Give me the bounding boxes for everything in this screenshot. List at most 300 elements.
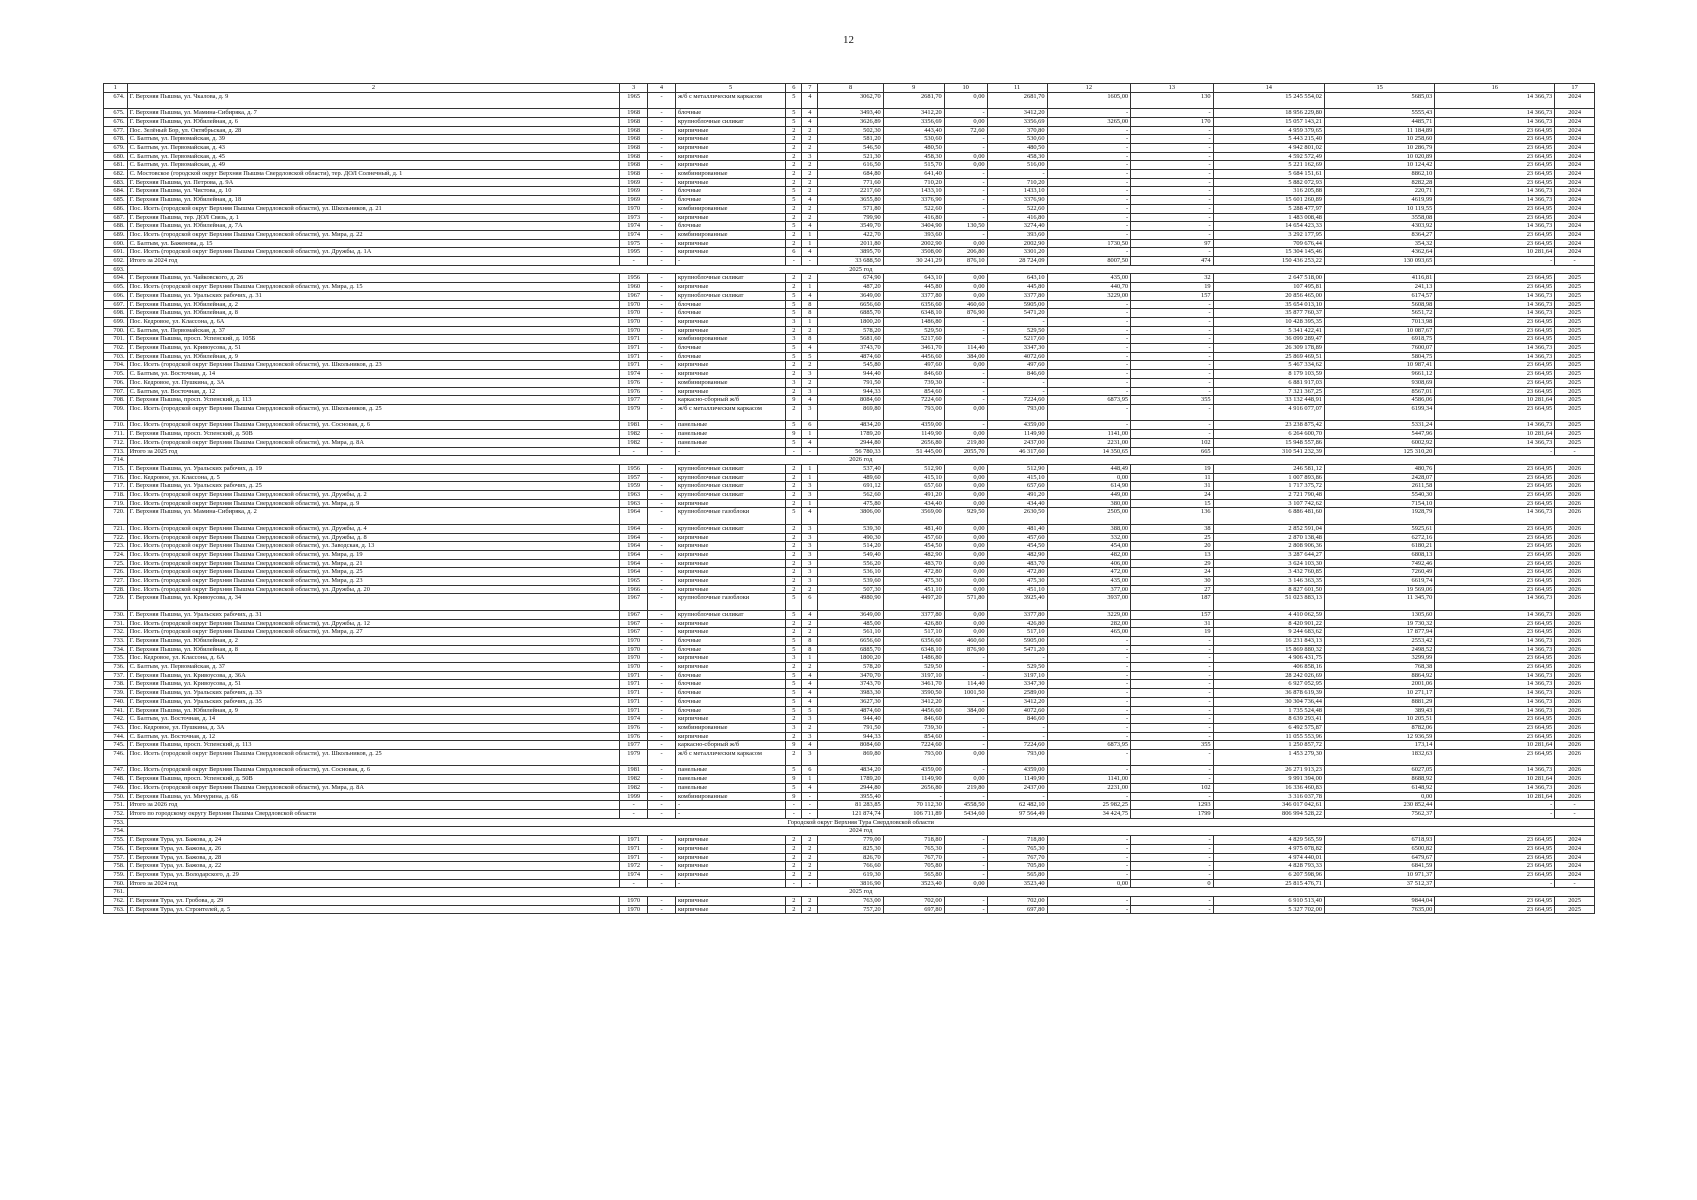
table-cell: 2589,00 (987, 689, 1047, 698)
table-cell: 684,80 (818, 170, 883, 179)
row-number: 745. (104, 741, 128, 750)
table-row (104, 663, 1595, 672)
row-number: 694. (104, 274, 128, 283)
table-cell: - (1131, 370, 1213, 379)
table-cell: 2024 (1555, 222, 1595, 231)
table-cell: 705,80 (883, 862, 944, 871)
table-row (104, 715, 1595, 724)
table-cell: 2 (786, 464, 802, 473)
table-cell: 1971 (620, 344, 648, 353)
table-cell: 1974 (620, 715, 648, 724)
table-cell: 2025 (1555, 396, 1595, 405)
row-number: 710. (104, 421, 128, 430)
table-cell: 1968 (620, 109, 648, 118)
table-cell: 3 (802, 405, 818, 421)
table-row (104, 464, 1595, 473)
table-cell: каркасно-сборный ж/б (675, 396, 785, 405)
table-cell: 6 886 481,60 (1213, 508, 1324, 524)
table-cell: 2 (786, 732, 802, 741)
table-cell: - (944, 230, 987, 239)
row-number: 722. (104, 533, 128, 542)
table-row (104, 126, 1595, 135)
table-cell: 480,76 (1324, 464, 1434, 473)
table-row (104, 862, 1595, 871)
table-cell: 1971 (620, 689, 648, 698)
table-cell: 562,60 (818, 491, 883, 500)
table-cell: - (1047, 663, 1131, 672)
table-cell: 6348,10 (883, 309, 944, 318)
table-cell: Г. Верхняя Пышма, просп. Успенский, д. 105Б (127, 335, 620, 344)
section-title: Городской округ Верхняя Тура Свердловской области (127, 818, 1594, 827)
table-cell: 2002,90 (883, 239, 944, 248)
table-cell: 5 (786, 645, 802, 654)
table-cell: 4 (802, 508, 818, 524)
table-cell: 536,10 (818, 568, 883, 577)
table-cell: 2 (786, 870, 802, 879)
table-cell: 517,10 (883, 628, 944, 637)
table-cell: Г. Верхняя Пышма, просп. Успенский, д. 50В (127, 775, 620, 784)
table-cell: - (944, 844, 987, 853)
table-cell: - (648, 836, 676, 845)
table-cell: - (944, 870, 987, 879)
table-cell: 5 (786, 610, 802, 619)
row-number: 730. (104, 610, 128, 619)
table-cell: 14 366,73 (1435, 421, 1555, 430)
table-cell: - (1131, 387, 1213, 396)
table-cell: 5 341 422,41 (1213, 326, 1324, 335)
table-cell: 10 987,41 (1324, 361, 1434, 370)
table-cell: 1141,00 (1047, 775, 1131, 784)
table-cell: 23 664,95 (1435, 283, 1555, 292)
table-cell: - (648, 508, 676, 524)
table-cell: 3 432 760,85 (1213, 568, 1324, 577)
table-cell: 9661,12 (1324, 370, 1434, 379)
table-cell: комбинированные (675, 792, 785, 801)
table-cell: 1789,20 (818, 775, 883, 784)
table-cell: Пос. Кедровое, ул. Классона, д. 6А (127, 317, 620, 326)
table-cell: 4 (802, 109, 818, 118)
table-cell: 10 124,42 (1324, 161, 1434, 170)
table-cell: 23 664,95 (1435, 491, 1555, 500)
table-row (104, 161, 1595, 170)
table-cell: Г. Верхняя Пышма, ул. Юбилейная, д. 2 (127, 300, 620, 309)
table-cell: 14 366,73 (1435, 309, 1555, 318)
table-cell: 1977 (620, 741, 648, 750)
table-cell: 2 (802, 628, 818, 637)
table-row (104, 370, 1595, 379)
table-cell: 282,00 (1047, 619, 1131, 628)
column-number: 15 (1324, 84, 1434, 93)
table-cell: 2437,00 (987, 438, 1047, 447)
section-row (104, 265, 1595, 274)
table-row (104, 335, 1595, 344)
table-cell: 1974 (620, 870, 648, 879)
table-cell: 465,00 (1047, 628, 1131, 637)
table-cell: 7224,60 (883, 396, 944, 405)
table-cell: Пос. Кедровое, ул. Пушкина, д. 3А (127, 378, 620, 387)
table-cell: 4 410 062,59 (1213, 610, 1324, 619)
table-cell: 1968 (620, 135, 648, 144)
table-cell: 46 317,60 (987, 447, 1047, 456)
table-cell: Пос. Исеть (городской округ Верхняя Пышма Свердловской области), ул. Мира, д. 9 (127, 499, 620, 508)
table-cell: 5 327 702,00 (1213, 905, 1324, 914)
row-number: 680. (104, 152, 128, 161)
section-row (104, 456, 1595, 465)
table-cell: 3955,40 (818, 792, 883, 801)
table-cell: 0,00 (944, 482, 987, 491)
table-cell: 6002,92 (1324, 438, 1434, 447)
table-cell: 457,60 (883, 533, 944, 542)
table-cell: - (1047, 143, 1131, 152)
table-cell: 23 664,95 (1435, 482, 1555, 491)
table-cell: Г. Верхняя Тура, ул. Бажова, д. 26 (127, 844, 620, 853)
table-cell: 3197,10 (883, 671, 944, 680)
table-cell: 5 (786, 671, 802, 680)
table-cell: - (648, 326, 676, 335)
table-cell: 6656,60 (818, 636, 883, 645)
table-cell: 7600,07 (1324, 344, 1434, 353)
row-number: 697. (104, 300, 128, 309)
table-cell: 34 424,75 (1047, 809, 1131, 818)
table-cell: 10 281,64 (1435, 775, 1555, 784)
table-cell: 1971 (620, 853, 648, 862)
table-cell: 10 281,64 (1435, 396, 1555, 405)
table-cell: 1964 (620, 533, 648, 542)
table-cell: - (1435, 801, 1555, 810)
table-cell: 5 (786, 92, 802, 108)
table-cell: 4874,60 (818, 706, 883, 715)
table-cell: 6199,34 (1324, 405, 1434, 421)
table-row (104, 178, 1595, 187)
table-cell: 2 (786, 499, 802, 508)
table-cell: 2 (786, 559, 802, 568)
table-cell: - (1435, 447, 1555, 456)
table-cell: - (1131, 152, 1213, 161)
table-cell: 1964 (620, 508, 648, 524)
table-cell: С. Балтым, ул. Восточная, д. 14 (127, 715, 620, 724)
table-cell: - (944, 196, 987, 205)
table-cell: панельные (675, 430, 785, 439)
table-cell: С. Мостовское (городской округ Верхняя Пышма Свердловской области), тер. ДОЛ Солнечный, д. 1 (127, 170, 620, 179)
table-cell: 5 (786, 421, 802, 430)
table-cell: - (648, 213, 676, 222)
table-cell: 1969 (620, 187, 648, 196)
table-cell: 3412,20 (883, 109, 944, 118)
table-row (104, 109, 1595, 118)
table-cell: - (944, 170, 987, 179)
table-cell: 4 (802, 92, 818, 108)
table-cell: 23 664,95 (1435, 161, 1555, 170)
table-cell: 3523,40 (883, 879, 944, 888)
table-cell: 1433,10 (883, 187, 944, 196)
table-cell: 3356,69 (883, 117, 944, 126)
table-cell: 2 (802, 862, 818, 871)
table-cell: 6885,70 (818, 645, 883, 654)
row-number: 725. (104, 559, 128, 568)
table-cell: 23 664,95 (1435, 152, 1555, 161)
table-cell: - (648, 370, 676, 379)
table-cell: 26 271 913,23 (1213, 766, 1324, 775)
table-cell: 23 664,95 (1435, 568, 1555, 577)
table-cell: 1964 (620, 568, 648, 577)
table-cell: 10 428 395,35 (1213, 317, 1324, 326)
table-cell: Г. Верхняя Пышма, ул. Уральских рабочих, д. 25 (127, 482, 620, 491)
table-cell: 1 250 857,72 (1213, 741, 1324, 750)
table-cell: 944,40 (818, 370, 883, 379)
table-cell: 529,50 (883, 663, 944, 672)
table-cell: 6 264 600,70 (1213, 430, 1324, 439)
table-cell: 2025 (1555, 291, 1595, 300)
table-cell: 23 664,95 (1435, 550, 1555, 559)
table-cell: 2024 (1555, 152, 1595, 161)
table-cell: - (944, 905, 987, 914)
table-cell: 2656,80 (883, 783, 944, 792)
table-cell: 1305,60 (1324, 610, 1434, 619)
table-cell: кирпичные (675, 628, 785, 637)
table-cell: 2 (786, 239, 802, 248)
table-cell: 2026 (1555, 577, 1595, 586)
table-cell: 2 (786, 178, 802, 187)
table-cell: 0,00 (944, 491, 987, 500)
table-cell: - (648, 396, 676, 405)
table-cell: 0,00 (944, 524, 987, 533)
row-number: 763. (104, 905, 128, 914)
table-cell: Пос. Исеть (городской округ Верхняя Пышма Свердловской области), ул. Сосновая, д. 6 (127, 766, 620, 775)
table-cell: 2026 (1555, 723, 1595, 732)
table-cell: 2025 (1555, 352, 1595, 361)
table-cell: - (648, 671, 676, 680)
row-number: 752. (104, 809, 128, 818)
table-row (104, 204, 1595, 213)
table-cell: 480,50 (883, 143, 944, 152)
table-cell: 2 (802, 844, 818, 853)
table-cell: 1963 (620, 491, 648, 500)
table-cell: кирпичные (675, 178, 785, 187)
table-row (104, 654, 1595, 663)
table-cell: 876,90 (944, 309, 987, 318)
table-cell: 5540,30 (1324, 491, 1434, 500)
table-cell: 793,00 (883, 750, 944, 766)
table-cell: 1001,50 (944, 689, 987, 698)
table-cell: 4 (802, 741, 818, 750)
table-cell: 6 492 575,87 (1213, 723, 1324, 732)
table-cell: кирпичные (675, 905, 785, 914)
table-cell: 4 (802, 291, 818, 300)
table-cell: Г. Верхняя Тура, ул. Володарского, д. 29 (127, 870, 620, 879)
table-cell: - (648, 628, 676, 637)
table-cell: - (1131, 135, 1213, 144)
table-cell: 1956 (620, 274, 648, 283)
table-cell: 616,50 (818, 161, 883, 170)
table-cell: 1972 (620, 862, 648, 871)
table-cell: 2 (802, 619, 818, 628)
table-cell: 1966 (620, 585, 648, 594)
table-cell: 1970 (620, 645, 648, 654)
table-cell: 23 664,95 (1435, 213, 1555, 222)
table-cell: 0,00 (944, 879, 987, 888)
table-cell: - (1047, 645, 1131, 654)
table-cell: 2026 (1555, 750, 1595, 766)
table-cell: 826,70 (818, 853, 883, 862)
table-cell: Пос. Исеть (городской округ Верхняя Пышма Свердловской области), ул. Мира, д. 8А (127, 783, 620, 792)
table-cell: 4359,00 (883, 421, 944, 430)
table-cell: 475,30 (987, 577, 1047, 586)
table-cell: 388,00 (1047, 524, 1131, 533)
table-cell: - (648, 283, 676, 292)
table-row (104, 352, 1595, 361)
table-cell: 3 (802, 533, 818, 542)
table-cell: 869,80 (818, 750, 883, 766)
table-cell: 23 664,95 (1435, 577, 1555, 586)
table-cell: Г. Верхняя Пышма, ул. Юбилейная, д. 9 (127, 352, 620, 361)
table-cell: 2024 (1555, 92, 1595, 108)
table-row (104, 559, 1595, 568)
table-cell: 6 910 513,40 (1213, 897, 1324, 906)
table-cell: - (1047, 300, 1131, 309)
table-cell: 2 (786, 897, 802, 906)
table-cell: Г. Верхняя Пышма, ул. Кривоусова, д. 36А (127, 671, 620, 680)
table-cell: 1 007 893,86 (1213, 473, 1324, 482)
row-number: 698. (104, 309, 128, 318)
table-cell: - (944, 317, 987, 326)
table-row (104, 836, 1595, 845)
table-cell: 2026 (1555, 766, 1595, 775)
table-cell: 2 (786, 577, 802, 586)
table-row (104, 732, 1595, 741)
table-cell: 1964 (620, 542, 648, 551)
table-cell: 4072,60 (987, 352, 1047, 361)
table-cell: 522,60 (883, 204, 944, 213)
table-cell: - (1131, 862, 1213, 871)
table-cell: 806 994 528,22 (1213, 809, 1324, 818)
table-cell: 674,90 (818, 274, 883, 283)
table-row (104, 750, 1595, 766)
table-cell: - (648, 170, 676, 179)
table-cell: 2026 (1555, 783, 1595, 792)
page-number: 12 (843, 34, 854, 46)
table-row (104, 222, 1595, 231)
table-cell: 2026 (1555, 732, 1595, 741)
table-row (104, 438, 1595, 447)
table-cell: 643,10 (883, 274, 944, 283)
table-cell: - (802, 801, 818, 810)
row-number: 727. (104, 577, 128, 586)
table-cell: 5 (786, 508, 802, 524)
table-cell: - (1131, 309, 1213, 318)
table-cell: Пос. Исеть (городской округ Верхняя Пышма Свердловской области), ул. Школьников, д. 23 (127, 361, 620, 370)
table-cell: - (1131, 430, 1213, 439)
table-cell: 2 (786, 326, 802, 335)
table-cell: - (987, 732, 1047, 741)
table-cell: 1970 (620, 897, 648, 906)
table-cell: 0,00 (944, 568, 987, 577)
table-cell: Г. Верхняя Пышма, ул. Уральских рабочих, д. 35 (127, 697, 620, 706)
table-cell: 697,80 (987, 905, 1047, 914)
table-cell: - (648, 257, 676, 266)
table-cell: 2 (802, 170, 818, 179)
table-cell: 2026 (1555, 559, 1595, 568)
table-body (104, 84, 1595, 914)
table-cell: 8567,01 (1324, 387, 1434, 396)
table-cell: блочные (675, 352, 785, 361)
table-cell: 3412,20 (987, 109, 1047, 118)
table-cell: 3806,00 (818, 508, 883, 524)
table-cell: 9 991 394,00 (1213, 775, 1324, 784)
table-row (104, 378, 1595, 387)
table-cell: 2 (786, 152, 802, 161)
table-cell: 6174,57 (1324, 291, 1434, 300)
table-cell: 1976 (620, 387, 648, 396)
table-cell: - (648, 291, 676, 300)
table-cell: 8 179 103,59 (1213, 370, 1324, 379)
table-cell: - (1131, 636, 1213, 645)
row-number: 750. (104, 792, 128, 801)
column-number: 8 (818, 84, 883, 93)
table-cell: - (648, 248, 676, 257)
table-cell: - (1131, 230, 1213, 239)
table-cell: - (944, 396, 987, 405)
table-cell: 578,20 (818, 663, 883, 672)
table-cell: - (1131, 706, 1213, 715)
table-cell: - (1131, 697, 1213, 706)
table-cell: кирпичные (675, 715, 785, 724)
row-number: 690. (104, 239, 128, 248)
table-cell: ж/б с металлическим каркасом (675, 405, 785, 421)
table-cell: 5905,00 (987, 636, 1047, 645)
table-cell: 8862,10 (1324, 170, 1434, 179)
table-cell: Пос. Зелёный Бор, ул. Октябрьская, д. 28 (127, 126, 620, 135)
table-cell: 3 (802, 550, 818, 559)
table-cell: 3983,30 (818, 689, 883, 698)
table-cell: С. Балтым, ул. Восточная, д. 12 (127, 732, 620, 741)
table-cell: - (1047, 196, 1131, 205)
table-cell: 2026 (1555, 594, 1595, 610)
table-cell: С. Балтым, ул. Первомайская, д. 37 (127, 663, 620, 672)
row-number: 701. (104, 335, 128, 344)
row-number: 735. (104, 654, 128, 663)
table-cell: 767,70 (883, 853, 944, 862)
section-title: 2025 год (127, 265, 1594, 274)
table-cell: 3470,70 (818, 671, 883, 680)
table-cell: - (1047, 230, 1131, 239)
table-cell: 2026 (1555, 741, 1595, 750)
table-cell: 1956 (620, 464, 648, 473)
row-number: 688. (104, 222, 128, 231)
table-cell: 406 858,16 (1213, 663, 1324, 672)
table-cell: - (1131, 645, 1213, 654)
table-cell: 0,00 (944, 610, 987, 619)
table-cell: 5681,60 (818, 335, 883, 344)
table-cell: - (1131, 792, 1213, 801)
table-cell: 482,90 (883, 550, 944, 559)
table-cell: блочные (675, 222, 785, 231)
table-cell: 825,30 (818, 844, 883, 853)
table-cell: 23 664,95 (1435, 559, 1555, 568)
table-cell: 8084,60 (818, 396, 883, 405)
row-number: 739. (104, 689, 128, 698)
table-cell: 121 874,74 (818, 809, 883, 818)
table-cell: 4558,50 (944, 801, 987, 810)
table-cell: - (1047, 109, 1131, 118)
table-cell: Г. Верхняя Тура, ул. Бажова, д. 28 (127, 853, 620, 862)
table-cell: 23 664,95 (1435, 464, 1555, 473)
table-cell: 5 (786, 222, 802, 231)
table-cell: 3 287 644,27 (1213, 550, 1324, 559)
table-cell: 435,00 (1047, 274, 1131, 283)
table-cell: 481,40 (883, 524, 944, 533)
table-cell: 206,80 (944, 248, 987, 257)
table-cell: 2024 (1555, 170, 1595, 179)
